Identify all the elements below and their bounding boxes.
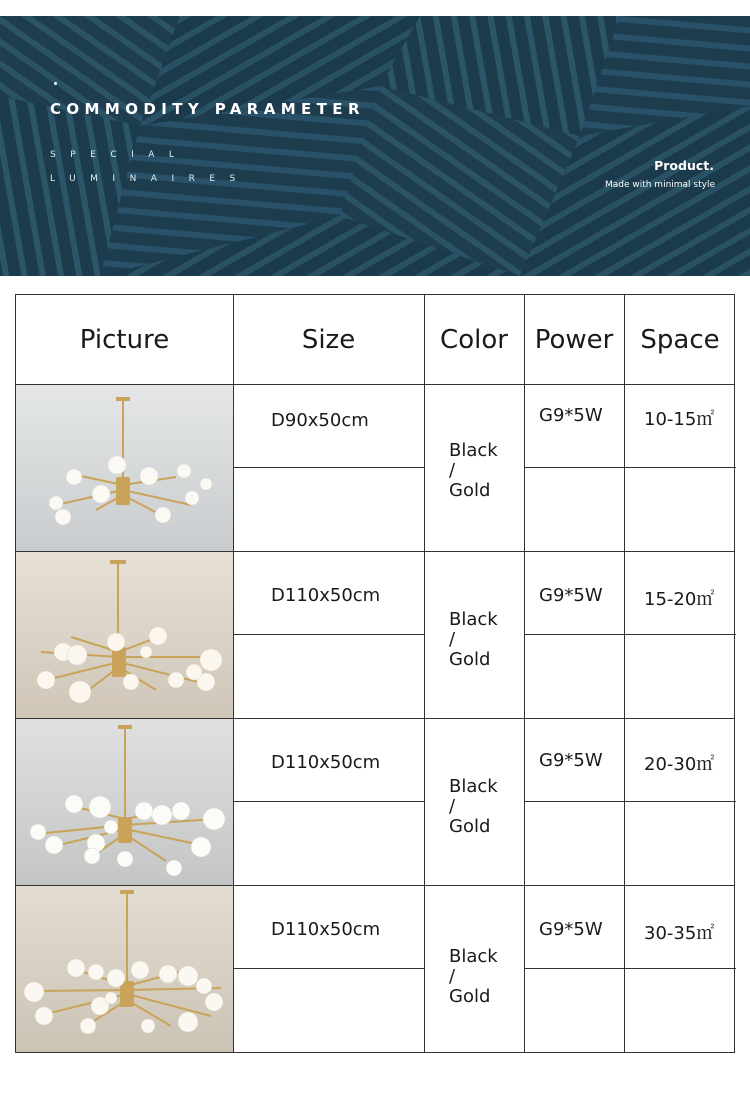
grid-line — [233, 634, 424, 635]
grid-line — [424, 295, 425, 1052]
chandelier-photo-4 — [16, 886, 233, 1052]
chandelier-photo-2 — [16, 552, 233, 718]
brand-text: Product. — [654, 158, 714, 173]
color-separator: / — [449, 966, 456, 987]
header-banner — [0, 16, 750, 276]
brand-tagline: Made with minimal style — [604, 180, 715, 190]
power-value: G9*5W — [539, 919, 603, 940]
power-value: G9*5W — [539, 585, 603, 606]
color-value — [449, 777, 498, 837]
color-value — [449, 947, 498, 1007]
size-value: D110x50cm — [271, 752, 381, 773]
header-space: Space — [640, 325, 720, 355]
color-line: Gold — [449, 986, 491, 1007]
grid-line — [233, 467, 424, 468]
grid-line — [524, 295, 525, 1052]
color-line: Black — [449, 609, 498, 630]
grid-line — [524, 801, 736, 802]
power-value: G9*5W — [539, 405, 603, 426]
grid-line — [524, 634, 736, 635]
chandelier-photo-3 — [16, 719, 233, 885]
header-color: Color — [440, 325, 508, 355]
color-line: Black — [449, 440, 498, 461]
size-value: D90x50cm — [271, 410, 369, 431]
space-value: 20-30㎡ — [644, 754, 715, 775]
header-picture: Picture — [79, 325, 170, 355]
color-line: Black — [449, 776, 498, 797]
banner-subtitle-line1: SPECIAL — [50, 150, 189, 160]
color-value — [449, 441, 498, 501]
color-separator: / — [449, 796, 456, 817]
space-value: 30-35㎡ — [644, 923, 715, 944]
color-separator: / — [449, 460, 456, 481]
stripe-pattern-background — [0, 16, 750, 276]
size-value: D110x50cm — [271, 585, 381, 606]
grid-line — [624, 295, 625, 1052]
color-separator: / — [449, 629, 456, 650]
banner-subtitle-line2: LUMINAIRES — [50, 174, 250, 184]
power-value: G9*5W — [539, 750, 603, 771]
chandelier-photo-1 — [16, 385, 233, 551]
banner-title: COMMODITY PARAMETER — [50, 100, 365, 118]
size-value: D110x50cm — [271, 919, 381, 940]
grid-line — [524, 968, 736, 969]
grid-line — [233, 295, 234, 1052]
header-size: Size — [301, 325, 356, 355]
color-line: Gold — [449, 816, 491, 837]
space-value: 10-15㎡ — [644, 409, 715, 430]
grid-line — [524, 467, 736, 468]
color-line: Gold — [449, 649, 491, 670]
parameter-table — [15, 294, 735, 1053]
color-line: Black — [449, 946, 498, 967]
header-power: Power — [534, 325, 614, 355]
decorative-dot — [54, 82, 57, 85]
color-line: Gold — [449, 480, 491, 501]
color-value — [449, 610, 498, 670]
space-value: 15-20㎡ — [644, 589, 715, 610]
grid-line — [233, 801, 424, 802]
grid-line — [233, 968, 424, 969]
